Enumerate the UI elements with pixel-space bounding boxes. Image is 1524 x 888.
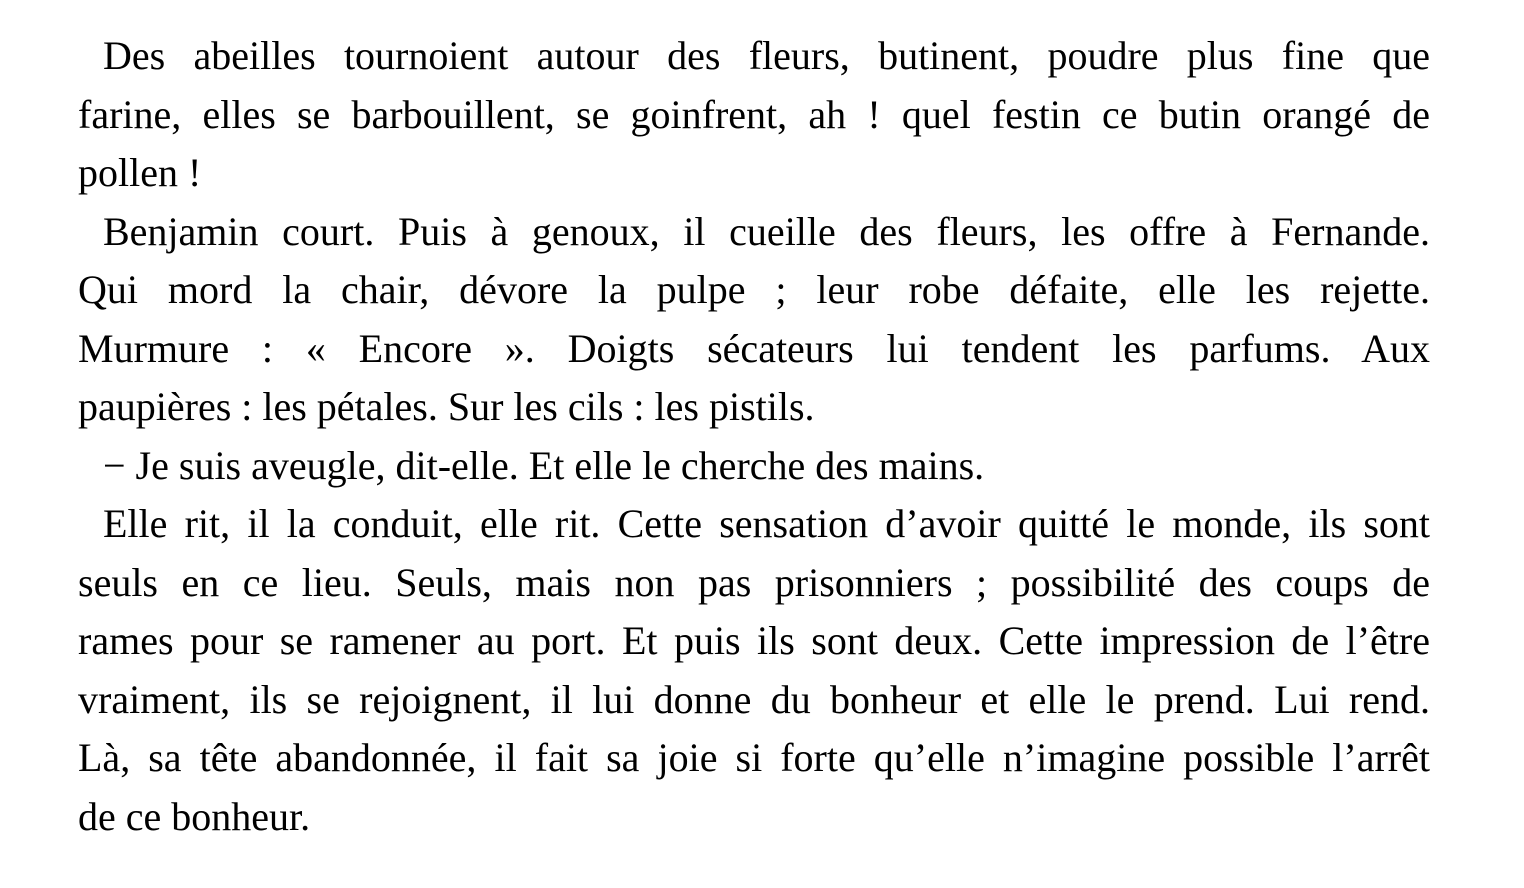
text-line: de ce bonheur. (78, 793, 311, 839)
text-line: − Je suis aveugle, dit-elle. Et elle le cherche des mains. (103, 442, 985, 488)
text-line: Benjamin court. Puis à genoux, il cueille des fleurs, les offre à Fernande. (103, 208, 1430, 254)
text-line: Là, sa tête abandonnée, il fait sa joie si forte qu’elle n’imagine possible l’arrêt (78, 735, 1430, 780)
text-line: pollen ! (78, 150, 202, 195)
text-block (78, 27, 1430, 846)
text-line: rames pour se ramener au port. Et puis ils sont deux. Cette impression de l’être (78, 618, 1430, 663)
text-line: Elle rit, il la conduit, elle rit. Cette sensation d’avoir quitté le monde, ils sont (103, 501, 1430, 546)
text-line: seuls en ce lieu. Seuls, mais non pas prisonniers ; possibilité des coups de (78, 559, 1430, 605)
text-line: Qui mord la chair, dévore la pulpe ; leur robe défaite, elle les rejette. (78, 267, 1430, 312)
text-line: paupières : les pétales. Sur les cils : les pistils. (78, 384, 815, 429)
text-line: vraiment, ils se rejoignent, il lui donne du bonheur et elle le prend. Lui rend. (78, 676, 1430, 722)
text-line: Murmure : « Encore ». Doigts sécateurs lui tendent les parfums. Aux (78, 325, 1430, 371)
text-line: Des abeilles tournoient autour des fleurs, butinent, poudre plus fine que (103, 33, 1430, 78)
text-line: farine, elles se barbouillent, se goinfrent, ah ! quel festin ce butin orangé de (78, 91, 1430, 137)
